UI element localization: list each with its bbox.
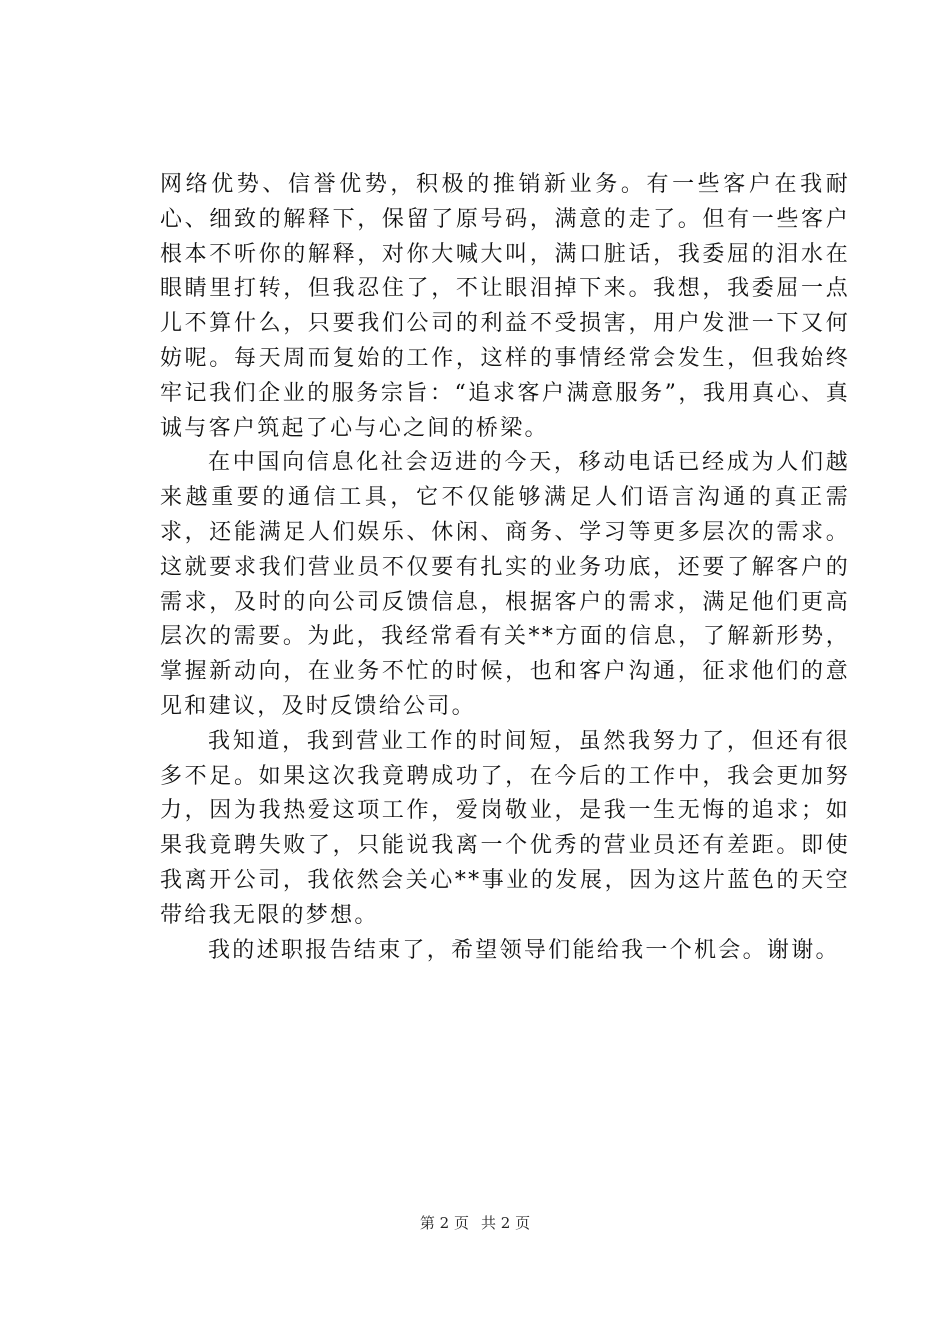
- page-footer: [0, 1212, 950, 1233]
- paragraph-2: 在中国向信息化社会迈进的今天，移动电话已经成为人们越来越重要的通信工具，它不仅能够满足人们语言沟通的真正需求，还能满足人们娱乐、休闲、商务、学习等更多层次的需求。这就要求我们营业员不仅要有扎实的业务功底，还要了解客户的需求，及时的向公司反馈信息，根据客户的需求，满足他们更高层次的需要。为此，我经常看有关**方面的信息，了解新形势，掌握新动向，在业务不忙的时候，也和客户沟通，征求他们的意见和建议，及时反馈给公司。: [160, 450, 850, 719]
- paragraph-1: 网络优势、信誉优势，积极的推销新业务。有一些客户在我耐心、细致的解释下，保留了原号码，满意的走了。但有一些客户根本不听你的解释，对你大喊大叫，满口脏话，我委屈的泪水在眼睛里打转，但我忍住了，不让眼泪掉下来。我想，我委屈一点儿不算什么，只要我们公司的利益不受损害，用户发泄一下又何妨呢。每天周而复始的工作，这样的事情经常会发生，但我始终牢记我们企业的服务宗旨：“追求客户满意服务”，我用真心、真诚与客户筑起了心与心之间的桥梁。: [160, 172, 850, 441]
- document-body: [160, 168, 850, 968]
- paragraph-3: 我知道，我到营业工作的时间短，虽然我努力了，但还有很多不足。如果这次我竟聘成功了，在今后的工作中，我会更加努力，因为我热爱这项工作，爱岗敬业，是我一生无悔的追求；如果我竟聘失败了，只能说我离一个优秀的营业员还有差距。即使我离开公司，我依然会关心**事业的发展，因为这片蓝色的天空带给我无限的梦想。: [160, 728, 850, 928]
- page-total: 共 2 页: [481, 1214, 531, 1232]
- paragraph-4: 我的述职报告结束了，希望领导们能给我一个机会。谢谢。: [208, 937, 840, 963]
- page-number: 第 2 页: [419, 1214, 469, 1232]
